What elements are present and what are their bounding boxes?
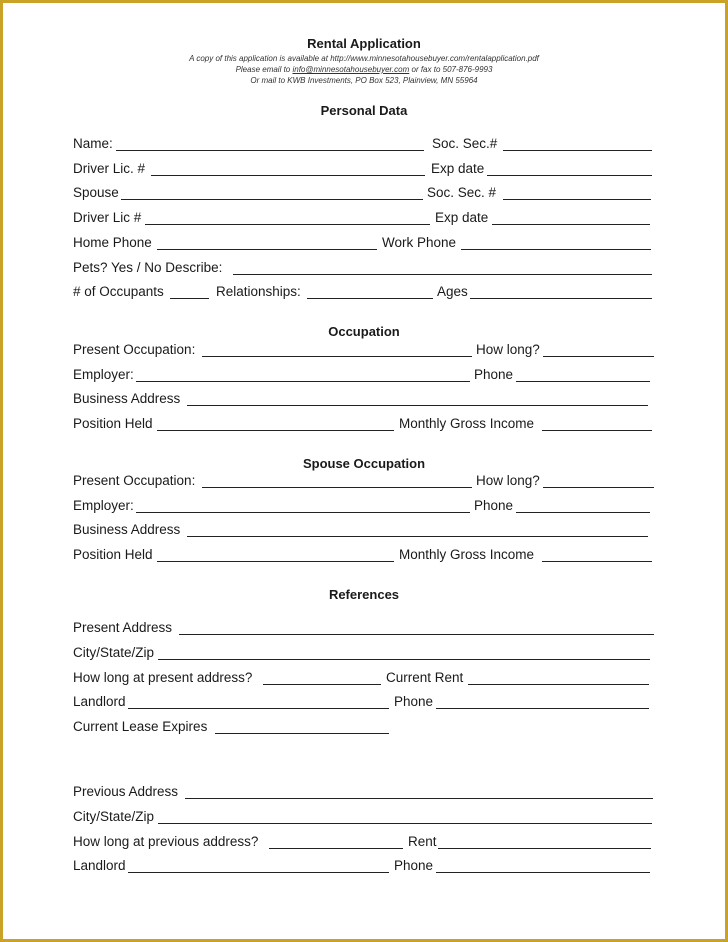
email-link[interactable]: info@minnesotahousebuyer.com — [292, 65, 410, 74]
how-long-present-label: How long at present address? — [73, 670, 253, 685]
how-long-previous-label: How long at previous address? — [73, 834, 259, 849]
landlord-label: Landlord — [73, 694, 126, 709]
spouse-exp-date-field[interactable] — [492, 224, 650, 225]
spouse-present-occupation-label: Present Occupation: — [73, 473, 196, 488]
exp-date-field[interactable] — [487, 175, 652, 176]
how-long-field[interactable] — [543, 356, 654, 357]
pets-field[interactable] — [233, 274, 652, 275]
monthly-gross-income-field[interactable] — [542, 430, 652, 431]
city-state-zip-label: City/State/Zip — [73, 645, 155, 660]
spouse-driver-lic-field[interactable] — [145, 224, 430, 225]
rent-field[interactable] — [438, 848, 651, 849]
spouse-employer-field[interactable] — [136, 512, 470, 513]
ages-field[interactable] — [470, 298, 652, 299]
spouse-soc-sec-field[interactable] — [503, 199, 651, 200]
how-long-present-field[interactable] — [263, 684, 381, 685]
spouse-business-address-label: Business Address — [73, 522, 181, 537]
previous-address-field[interactable] — [185, 798, 653, 799]
current-lease-expires-field[interactable] — [215, 733, 389, 734]
previous-city-state-zip-field[interactable] — [158, 823, 652, 824]
relationships-label: Relationships: — [216, 284, 301, 299]
name-label: Name: — [73, 136, 113, 151]
current-rent-field[interactable] — [468, 684, 649, 685]
previous-landlord-phone-label: Phone — [394, 858, 434, 873]
availability-note: A copy of this application is available at http://www.minnesotahousebuyer.com/rentalapplication.pdf — [189, 54, 539, 63]
relationships-field[interactable] — [307, 298, 433, 299]
email-note-prefix: Please email to — [235, 65, 293, 74]
how-long-previous-field[interactable] — [269, 848, 403, 849]
form-title: Rental Application — [307, 36, 421, 51]
occupants-label: # of Occupants — [73, 284, 164, 299]
previous-landlord-field[interactable] — [128, 872, 389, 873]
current-rent-label: Current Rent — [386, 670, 464, 685]
how-long-label: How long? — [476, 342, 540, 357]
spouse-position-held-label: Position Held — [73, 547, 153, 562]
employer-label: Employer: — [73, 367, 134, 382]
spouse-driver-lic-label: Driver Lic # — [73, 210, 142, 225]
spouse-employer-phone-field[interactable] — [516, 512, 650, 513]
email-note-suffix: or fax to 507-876-9993 — [409, 65, 493, 74]
soc-sec-field[interactable] — [503, 150, 652, 151]
soc-sec-label: Soc. Sec.# — [432, 136, 498, 151]
landlord-phone-field[interactable] — [436, 708, 649, 709]
spouse-field[interactable] — [121, 199, 423, 200]
employer-phone-label: Phone — [474, 367, 514, 382]
position-held-field[interactable] — [157, 430, 394, 431]
city-state-zip-field[interactable] — [158, 659, 650, 660]
spouse-employer-phone-label: Phone — [474, 498, 514, 513]
email-note — [0, 65, 728, 74]
section-occupation: Occupation — [328, 324, 400, 339]
previous-landlord-label: Landlord — [73, 858, 126, 873]
spouse-position-held-field[interactable] — [157, 561, 394, 562]
rent-label: Rent — [408, 834, 437, 849]
name-field[interactable] — [116, 150, 424, 151]
work-phone-field[interactable] — [461, 249, 651, 250]
present-occupation-label: Present Occupation: — [73, 342, 196, 357]
section-spouse-occupation: Spouse Occupation — [302, 456, 426, 471]
current-lease-expires-label: Current Lease Expires — [73, 719, 208, 734]
home-phone-label: Home Phone — [73, 235, 152, 250]
driver-lic-label: Driver Lic. # — [73, 161, 146, 176]
pets-label: Pets? Yes / No Describe: — [73, 260, 223, 275]
spouse-how-long-label: How long? — [476, 473, 540, 488]
spouse-business-address-field[interactable] — [187, 536, 648, 537]
spouse-label: Spouse — [73, 185, 119, 200]
spouse-how-long-field[interactable] — [543, 487, 654, 488]
employer-phone-field[interactable] — [516, 381, 650, 382]
spouse-monthly-gross-income-label: Monthly Gross Income — [399, 547, 535, 562]
exp-date-label: Exp date — [431, 161, 485, 176]
occupants-field[interactable] — [170, 298, 209, 299]
spouse-employer-label: Employer: — [73, 498, 134, 513]
business-address-label: Business Address — [73, 391, 181, 406]
position-held-label: Position Held — [73, 416, 153, 431]
spouse-monthly-gross-income-field[interactable] — [542, 561, 652, 562]
previous-address-label: Previous Address — [73, 784, 179, 799]
landlord-field[interactable] — [128, 708, 389, 709]
section-references: References — [328, 587, 400, 602]
spouse-present-occupation-field[interactable] — [202, 487, 472, 488]
ages-label: Ages — [437, 284, 468, 299]
employer-field[interactable] — [136, 381, 470, 382]
home-phone-field[interactable] — [157, 249, 377, 250]
spouse-soc-sec-label: Soc. Sec. # — [427, 185, 497, 200]
landlord-phone-label: Phone — [394, 694, 434, 709]
monthly-gross-income-label: Monthly Gross Income — [399, 416, 535, 431]
business-address-field[interactable] — [187, 405, 648, 406]
present-address-field[interactable] — [179, 634, 654, 635]
present-occupation-field[interactable] — [202, 356, 472, 357]
spouse-exp-date-label: Exp date — [435, 210, 489, 225]
work-phone-label: Work Phone — [382, 235, 457, 250]
previous-landlord-phone-field[interactable] — [436, 872, 650, 873]
present-address-label: Present Address — [73, 620, 173, 635]
section-personal-data: Personal Data — [320, 103, 408, 118]
mail-note: Or mail to KWB Investments, PO Box 523, Plainview, MN 55964 — [250, 76, 478, 85]
driver-lic-field[interactable] — [151, 175, 425, 176]
previous-city-state-zip-label: City/State/Zip — [73, 809, 155, 824]
